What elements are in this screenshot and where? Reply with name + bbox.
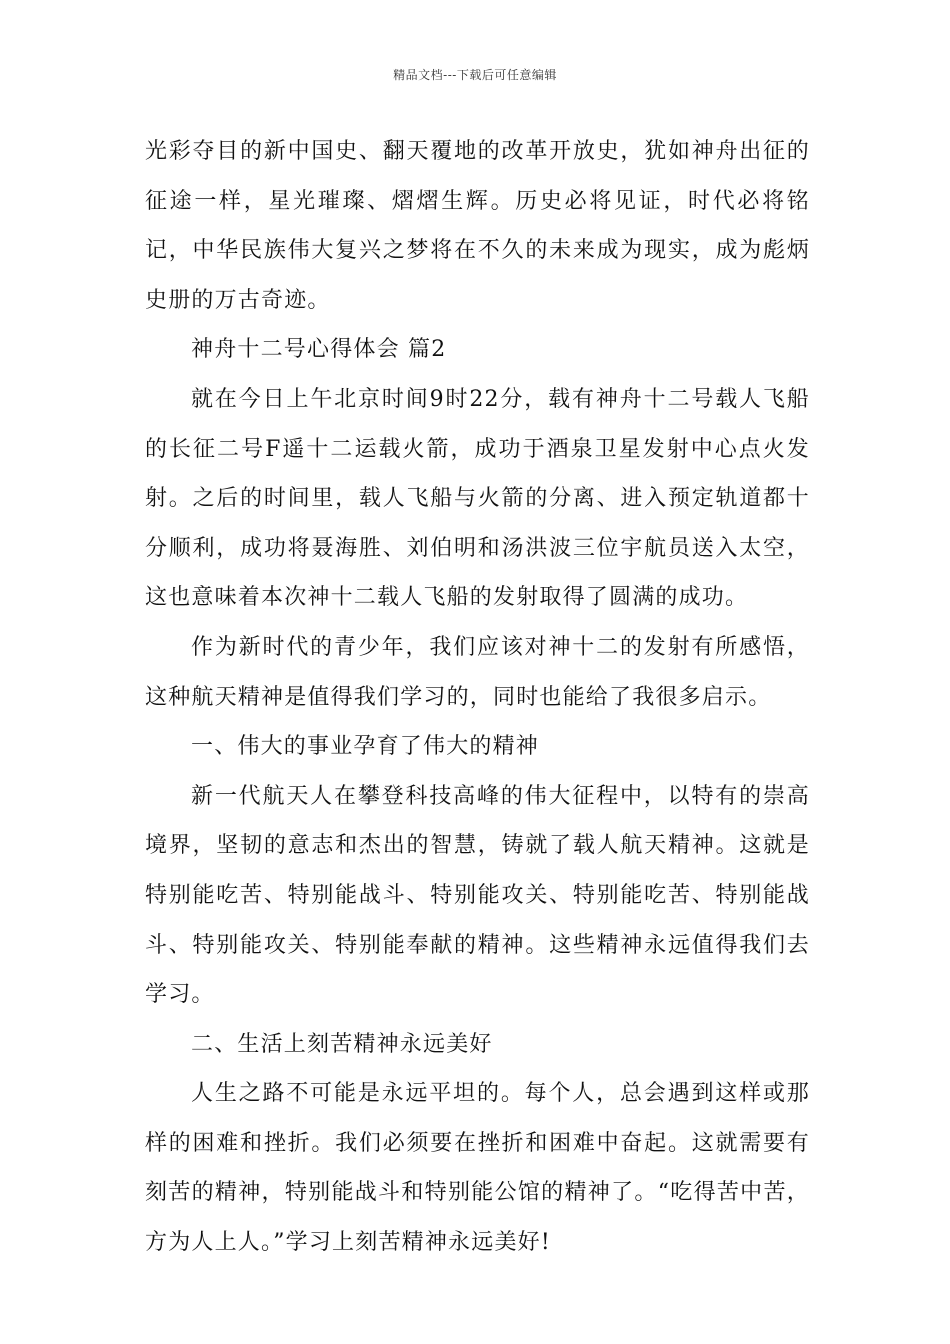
paragraph-5: 人生之路不可能是永远平坦的。每个人，总会遇到这样或那样的困难和挫折。我们必须要在挫折和困难中奋起。这就需要有刻苦的精神，特别能战斗和特别能公馆的精神了。“吃得苦中苦，方为人上人。”学习上刻苦精神永远美好!	[145, 1081, 810, 1256]
document-body	[145, 127, 810, 1268]
paragraph-4: 新一代航天人在攀登科技高峰的伟大征程中，以特有的崇高境界，坚韧的意志和杰出的智慧，铸就了载人航天精神。这就是特别能吃苦、特别能战斗、特别能攻关、特别能吃苦、特别能战斗、特别能攻关、特别能奉献的精神。这些精神永远值得我们去学习。	[145, 783, 810, 1008]
heading-2: 二、生活上刻苦精神永远美好	[191, 1031, 493, 1057]
section-title: 神舟十二号心得体会 篇2	[191, 337, 447, 363]
page-header: 精品文档---下载后可任意编辑	[393, 68, 557, 82]
paragraph-1: 光彩夺目的新中国史、翻天覆地的改革开放史，犹如神舟出征的征途一样，星光璀璨、熠熠生辉。历史必将见证，时代必将铭记，中华民族伟大复兴之梦将在不久的未来成为现实，成为彪炳史册的万古奇迹。	[145, 139, 810, 313]
paragraph-3: 作为新时代的青少年，我们应该对神十二的发射有所感悟，这种航天精神是值得我们学习的，同时也能给了我很多启示。	[145, 634, 810, 710]
paragraph-2: 就在今日上午北京时间9时22分，载有神舟十二号载人飞船的长征二号F遥十二运载火箭，成功于酒泉卫星发射中心点火发射。之后的时间里，载人飞船与火箭的分离、进入预定轨道都十分顺利，成功将聂海胜、刘伯明和汤洪波三位宇航员送入太空，这也意味着本次神十二载人飞船的发射取得了圆满的成功。	[145, 386, 810, 611]
heading-1: 一、伟大的事业孕育了伟大的精神	[191, 734, 540, 760]
